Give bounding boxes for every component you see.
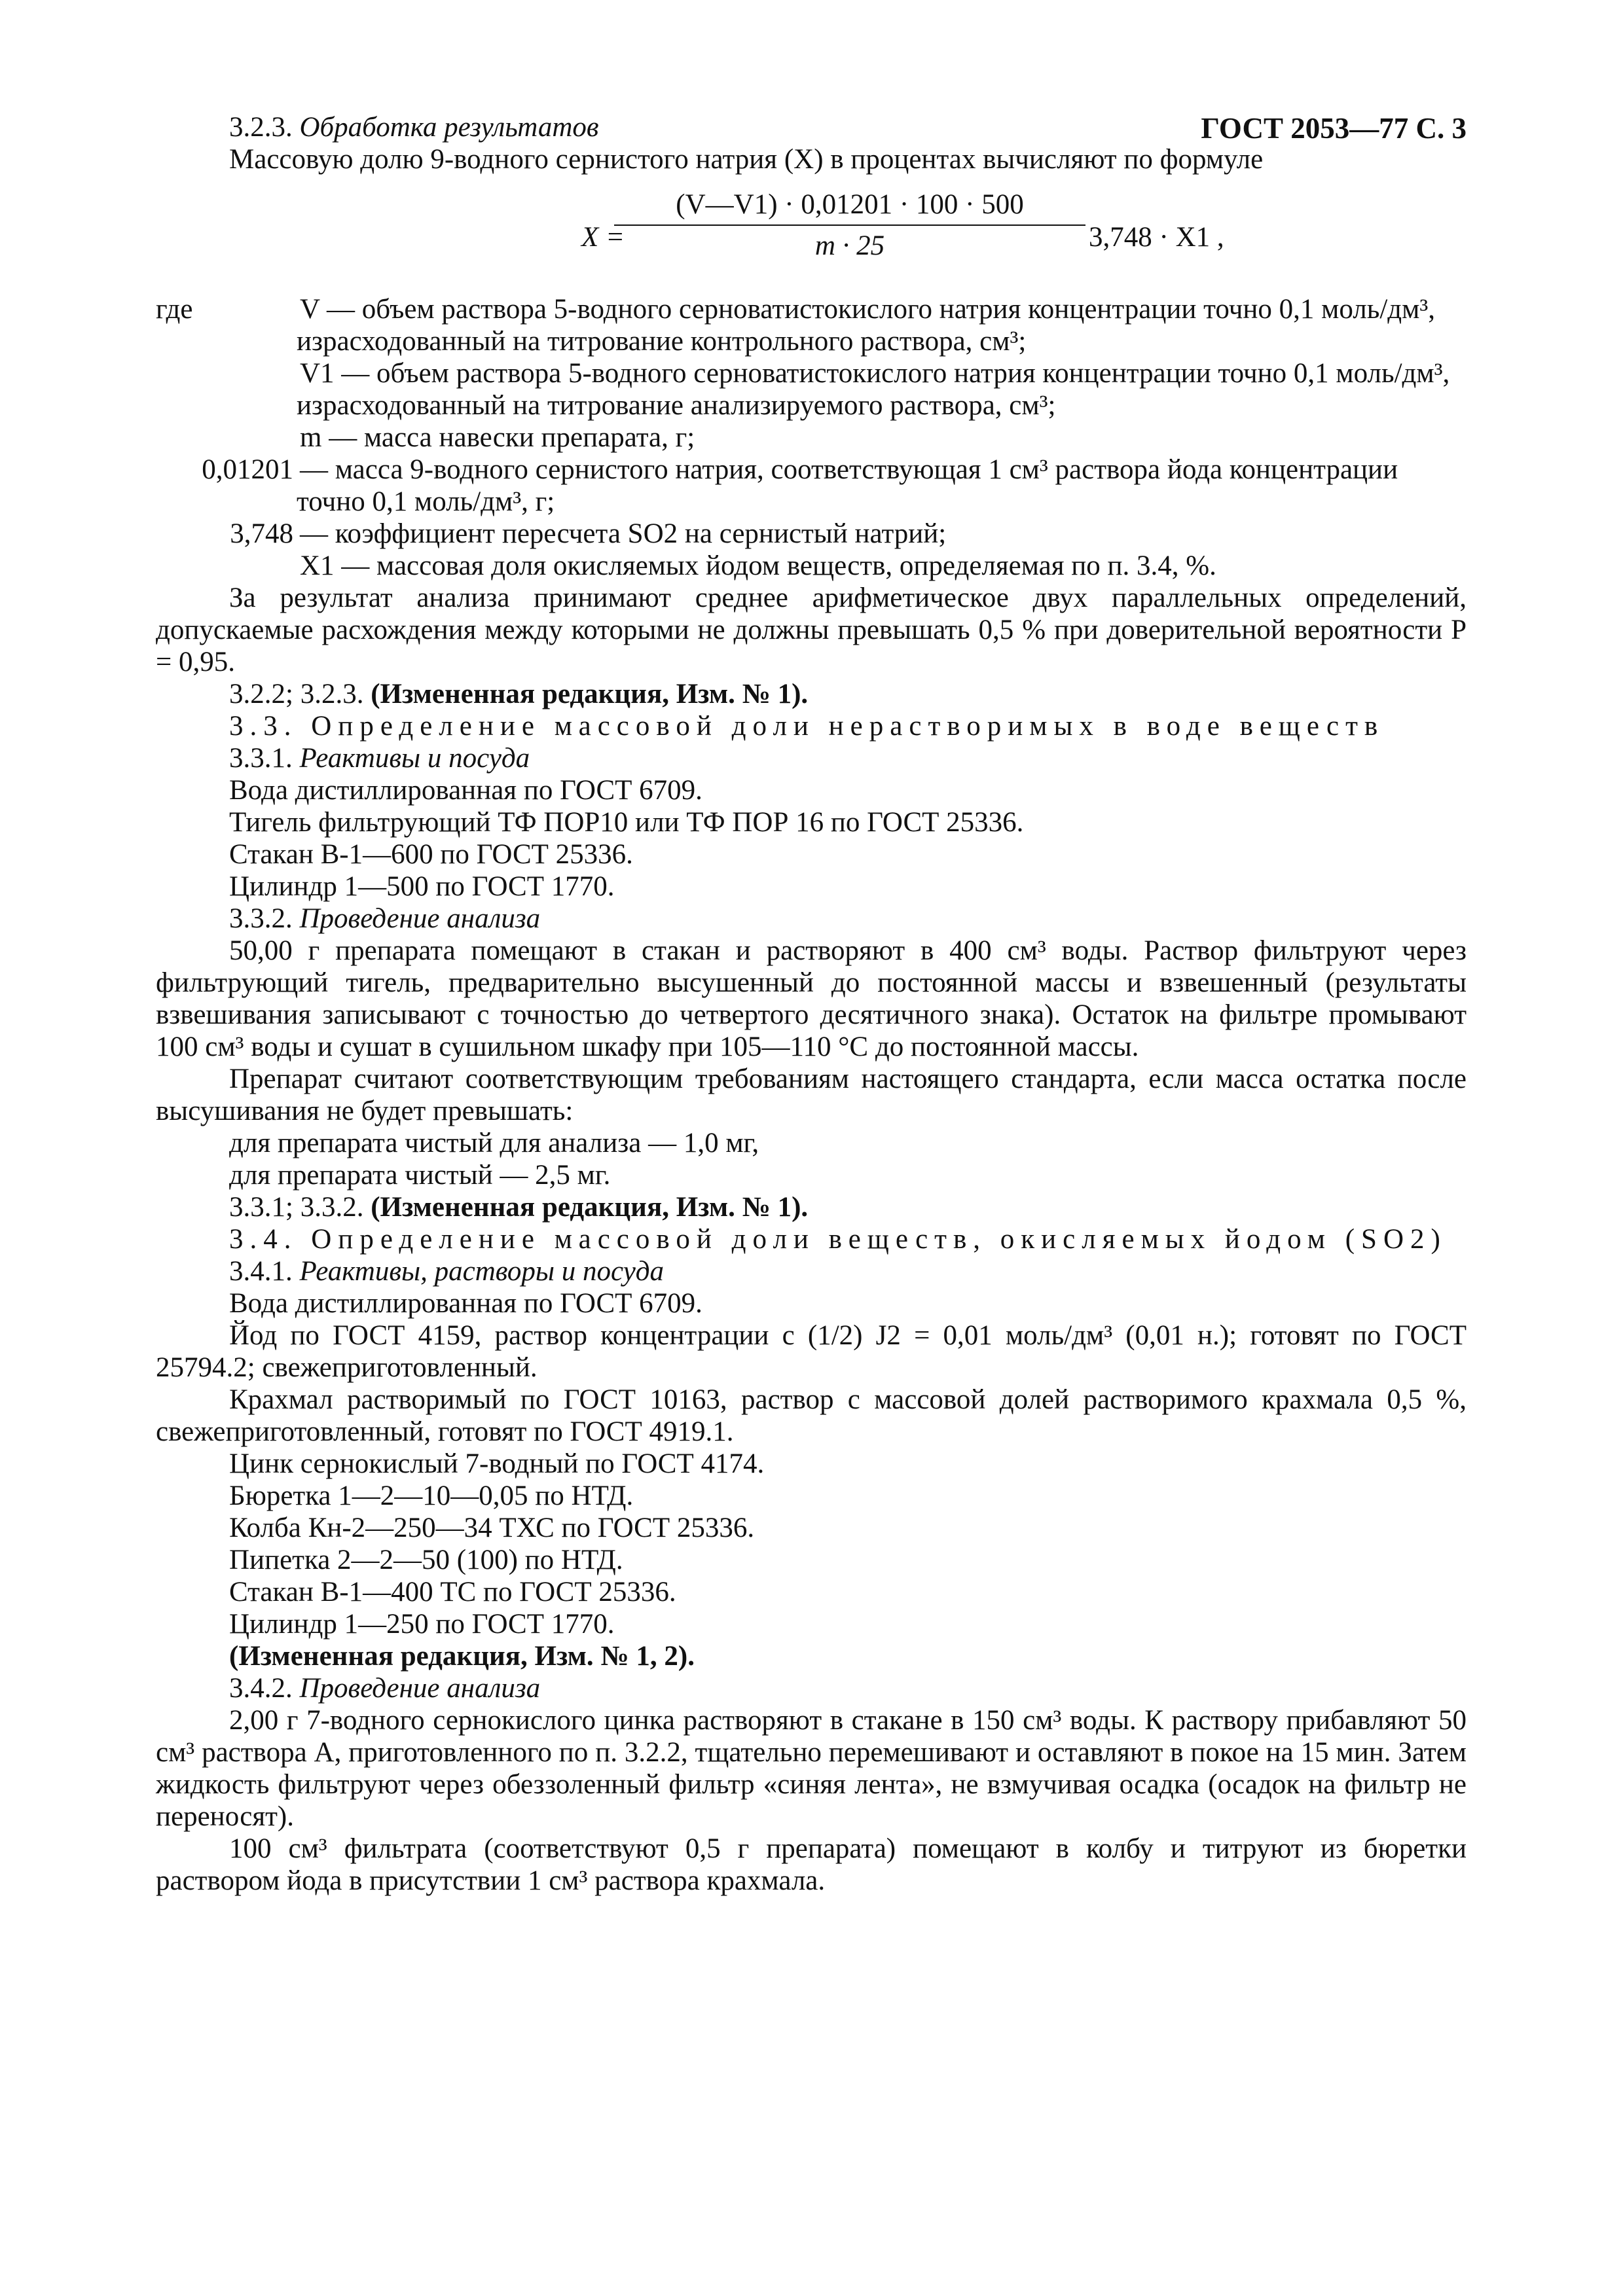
page-header: ГОСТ 2053—77 С. 3 bbox=[1201, 112, 1467, 145]
edit-note-1: 3.2.2; 3.2.3. (Измененная редакция, Изм. № 1). bbox=[229, 679, 809, 709]
def-v: V — объем раствора 5-водного серноватистокислого натрия концентрации точно 0,1 моль/дм³, bbox=[300, 294, 1436, 325]
reagent-item: Йод по ГОСТ 4159, раствор концентрации с (1/2) J2 = 0,01 моль/дм³ (0,01 н.); готовят по ГОСТ 25794.2; свежеприготовленный. bbox=[156, 1320, 1467, 1383]
page-body bbox=[156, 111, 1467, 1897]
criteria-item: для препарата чистый — 2,5 мг. bbox=[229, 1160, 611, 1191]
fraction bbox=[614, 188, 1085, 262]
analysis-paragraph: 2,00 г 7-водного сернокислого цинка растворяют в стакане в 150 см³ воды. К раствору прибавляют 50 см³ раствора А, приготовленного по п. 3.2.2, тщательно перемешивают и оставляют в покое на 15 мин. Затем жидкость фильтруют через обеззоленный фильтр «синяя лента», не взмучивая осадка (осадок на фильтр не переносят). bbox=[156, 1705, 1467, 1832]
section-3-4-1: 3.4.1. Реактивы, растворы и посуда bbox=[229, 1256, 664, 1287]
where-word: где bbox=[156, 294, 193, 325]
section-3-4-2: 3.4.2. Проведение анализа bbox=[229, 1673, 541, 1704]
def-3748: — коэффициент пересчета SO2 на сернистый натрий; bbox=[300, 518, 947, 549]
reagent-item: Вода дистиллированная по ГОСТ 6709. bbox=[229, 1288, 702, 1319]
def-v1-cont: израсходованный на титрование анализируемого раствора, см³; bbox=[297, 390, 1056, 421]
formula bbox=[156, 188, 1467, 287]
criteria-paragraph: Препарат считают соответствующим требованиям настоящего стандарта, если масса остатка после высушивания не будет превышать: bbox=[156, 1064, 1467, 1126]
reagent-item: Вода дистиллированная по ГОСТ 6709. bbox=[229, 775, 702, 806]
reagent-item: Крахмал растворимый по ГОСТ 10163, раствор с массовой долей растворимого крахмала 0,5 %, свежеприготовленный, готовят по ГОСТ 4919.1. bbox=[156, 1384, 1467, 1447]
formula-numerator: (V—V1) · 0,01201 · 100 · 500 bbox=[614, 188, 1085, 226]
formula-lhs: X = bbox=[581, 222, 625, 253]
def-coef-key: 0,01201 bbox=[202, 454, 293, 485]
def-coef-cont: точно 0,1 моль/дм³, г; bbox=[297, 486, 555, 517]
section-3-3-2: 3.3.2. Проведение анализа bbox=[229, 903, 541, 934]
edit-note-3: (Измененная редакция, Изм. № 1, 2). bbox=[229, 1641, 695, 1672]
formula-denominator: m · 25 bbox=[814, 230, 885, 261]
definitions bbox=[156, 293, 1467, 582]
intro-text: Массовую долю 9-водного сернистого натрия (X) в процентах вычисляют по формуле bbox=[229, 144, 1264, 175]
def-v1: V1 — объем раствора 5-водного серноватистокислого натрия концентрации точно 0,1 моль/дм³, bbox=[300, 358, 1450, 389]
reagent-item: Стакан В-1—600 по ГОСТ 25336. bbox=[229, 839, 633, 870]
reagent-item: Цилиндр 1—500 по ГОСТ 1770. bbox=[229, 871, 615, 902]
section-3-3-1: 3.3.1. Реактивы и посуда bbox=[229, 743, 530, 774]
reagent-item: Колба Кн-2—250—34 ТХС по ГОСТ 25336. bbox=[229, 1513, 755, 1543]
def-v-cont: израсходованный на титрование контрольного раствора, см³; bbox=[297, 326, 1027, 357]
def-3748-key: 3,748 bbox=[230, 518, 293, 549]
criteria-item: для препарата чистый для анализа — 1,0 мг, bbox=[229, 1128, 759, 1158]
section-3-4: 3.4. Определение массовой доли веществ, окисляемых йодом (SO2) bbox=[229, 1224, 1447, 1255]
def-x1: X1 — массовая доля окисляемых йодом веществ, определяемая по п. 3.4, %. bbox=[300, 550, 1216, 581]
analysis-paragraph: 100 см³ фильтрата (соответствуют 0,5 г препарата) помещают в колбу и титруют из бюретки раствором йода в присутствии 1 см³ раствора крахмала. bbox=[156, 1833, 1467, 1896]
reagent-item: Бюретка 1—2—10—0,05 по НТД. bbox=[229, 1480, 634, 1511]
def-m: m — масса навески препарата, г; bbox=[300, 422, 695, 453]
result-paragraph: За результат анализа принимают среднее арифметическое двух параллельных определений, допускаемые расхождения между которыми не должны превышать 0,5 % при доверительной вероятности P = 0,95. bbox=[156, 583, 1467, 677]
reagent-item: Пипетка 2—2—50 (100) по НТД. bbox=[229, 1545, 623, 1575]
def-coef: — масса 9-водного сернистого натрия, соответствующая 1 см³ раствора йода концентрации bbox=[300, 454, 1398, 485]
section-3-2-3: 3.2.3. Обработка результатов bbox=[229, 112, 599, 143]
reagent-item: Цинк сернокислый 7-водный по ГОСТ 4174. bbox=[229, 1448, 765, 1479]
edit-note-2: 3.3.1; 3.3.2. (Измененная редакция, Изм. № 1). bbox=[229, 1192, 809, 1223]
formula-tail: 3,748 · X1 , bbox=[1089, 222, 1224, 253]
reagent-item: Тигель фильтрующий ТФ ПОР10 или ТФ ПОР 16 по ГОСТ 25336. bbox=[229, 807, 1024, 838]
reagent-item: Цилиндр 1—250 по ГОСТ 1770. bbox=[229, 1609, 615, 1640]
reagent-item: Стакан В-1—400 ТС по ГОСТ 25336. bbox=[229, 1577, 676, 1607]
procedure-paragraph: 50,00 г препарата помещают в стакан и растворяют в 400 см³ воды. Раствор фильтруют через фильтрующий тигель, предварительно высушенный до постоянной массы и взвешенный (результаты взвешивания записывают с точностью до четвертого десятичного знака). Остаток на фильтре промывают 100 см³ воды и сушат в сушильном шкафу при 105—110 °С до постоянной массы. bbox=[156, 935, 1467, 1062]
section-3-3: 3.3. Определение массовой доли нерастворимых в воде веществ bbox=[229, 711, 1385, 742]
